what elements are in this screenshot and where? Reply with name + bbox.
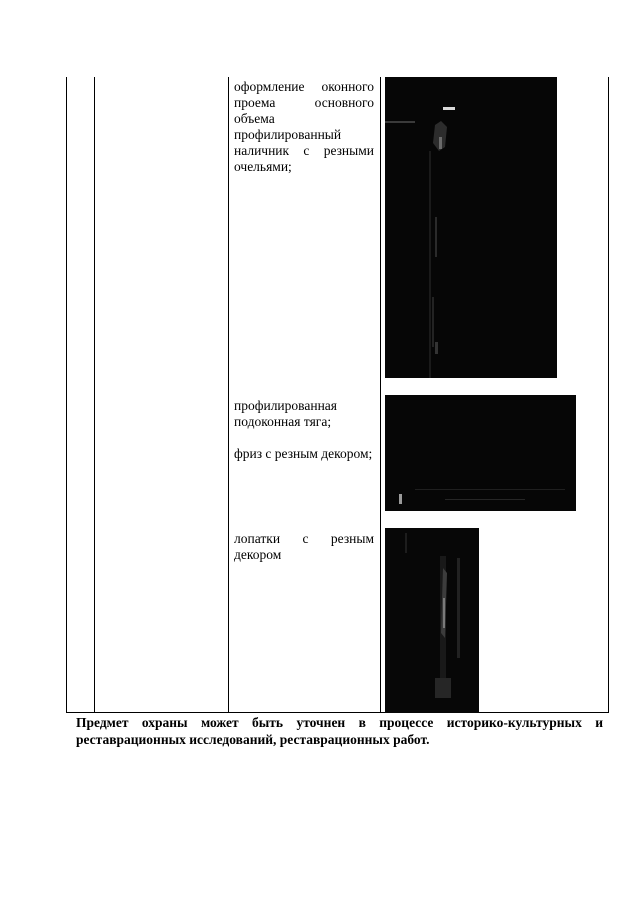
photo-pilaster-image xyxy=(385,528,479,713)
element-description-2 xyxy=(234,398,374,462)
photo-window-trim-image xyxy=(385,77,557,378)
protection-subject-note: Предмет охраны может быть уточнен в процессе историко-культурных и реставрационных исследований, реставрационных работ. xyxy=(76,715,603,747)
description-paragraph: лопатки с резным декором xyxy=(234,531,374,562)
photo-window-trim xyxy=(385,77,557,378)
table-divider-col2 xyxy=(228,77,229,713)
table-border-bottom xyxy=(66,712,609,713)
photo-pilaster xyxy=(385,528,479,713)
element-description-3 xyxy=(234,531,374,563)
description-paragraph: оформление оконного проема основного объема профилированный наличник с резными очельями; xyxy=(234,79,374,174)
description-paragraph: профилированная подоконная тяга; xyxy=(234,398,337,429)
table-divider-col1 xyxy=(94,77,95,713)
element-description-1 xyxy=(234,79,374,175)
table-border-right xyxy=(608,77,609,713)
description-paragraph: фриз с резным декором; xyxy=(234,446,373,461)
photo-frieze-image xyxy=(385,395,576,511)
photo-frieze xyxy=(385,395,576,511)
table-border-left xyxy=(66,77,67,713)
table-divider-col3 xyxy=(380,77,381,713)
